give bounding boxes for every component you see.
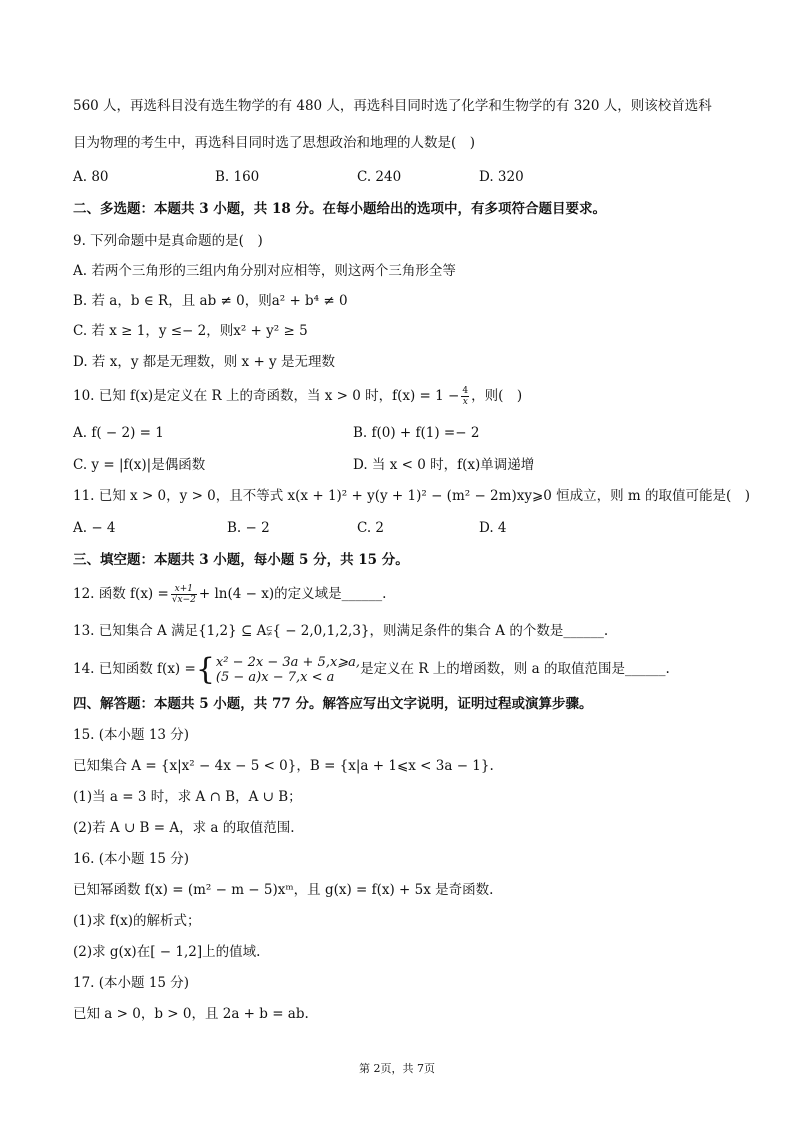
q11-stem: 11. 已知 x > 0，y > 0，且不等式 x(x + 1)² + y(y + 1)² − (m² − 2m)xy⩾0 恒成立，则 m 的取值可能是( ) xyxy=(73,488,751,504)
q16-part-2: (2)求 g(x)在[ − 1,2]上的值域. xyxy=(73,944,261,960)
q12-stem xyxy=(73,584,386,605)
q10-option-b: B. f(0) + f(1) =− 2 xyxy=(353,425,480,441)
q8-text-line-1: 560 人，再选科目没有选生物学的有 480 人，再选科目同时选了化学和生物学的有 320 人，则该校首选科 xyxy=(73,98,712,114)
q14-cases xyxy=(216,655,360,685)
q12-denominator: √x−2 xyxy=(171,595,196,605)
q8-options xyxy=(73,167,733,187)
q10-options-row-2 xyxy=(73,455,733,475)
q17-heading: 17. (本小题 15 分) xyxy=(73,975,190,991)
q11-option-a: A. − 4 xyxy=(73,520,116,536)
q8-option-c: C. 240 xyxy=(357,169,402,185)
q10-option-d: D. 当 x < 0 时，f(x)单调递增 xyxy=(353,457,535,473)
q13-stem: 13. 已知集合 A 满足{1,2} ⊆ A⫋{ − 2,0,1,2,3}，则满足条件的集合 A 的个数是______. xyxy=(73,623,609,639)
section-3-heading: 三、填空题：本题共 3 小题，每小题 5 分，共 15 分。 xyxy=(73,552,409,568)
q15-part-1: (1)当 a = 3 时，求 A ∩ B，A ∪ B； xyxy=(73,789,302,805)
q15-body: 已知集合 A = {x|x² − 4x − 5 < 0}，B = {x|a + 1⩽x < 3a − 1}. xyxy=(73,758,494,774)
section-4-heading: 四、解答题：本题共 5 小题，共 77 分。解答应写出文字说明，证明过程或演算步骤。 xyxy=(73,696,593,712)
q10-options-row-1 xyxy=(73,423,733,443)
q10-numerator: 4 xyxy=(462,386,469,396)
q16-heading: 16. (本小题 15 分) xyxy=(73,851,190,867)
q8-option-a: A. 80 xyxy=(73,169,109,185)
q16-part-1: (1)求 f(x)的解析式； xyxy=(73,913,201,929)
q11-options xyxy=(73,518,733,538)
q9-option-c: C. 若 x ≥ 1，y ≤− 2，则x² + y² ≥ 5 xyxy=(73,323,308,339)
q10-stem xyxy=(73,386,522,407)
q14-case-1: x² − 2x − 3a + 5,x⩾a, xyxy=(215,654,361,670)
q12-numerator: x+1 xyxy=(171,584,197,595)
q14-stem-text: 14. 已知函数 f(x) = xyxy=(73,661,196,677)
section-2-heading: 二、多选题：本题共 3 小题，共 18 分。在每小题给出的选项中，有多项符合题目要求。 xyxy=(73,201,606,217)
q16-body: 已知幂函数 f(x) = (m² − m − 5)xᵐ，且 g(x) = f(x) + 5x 是奇函数. xyxy=(73,882,494,898)
q9-option-b: B. 若 a，b ∈ R，且 ab ≠ 0，则a² + b⁴ ≠ 0 xyxy=(73,293,348,309)
q12-stem-text: 12. 函数 f(x) = xyxy=(73,586,169,602)
q10-option-c: C. y = |f(x)|是偶函数 xyxy=(73,457,206,473)
q12-stem-tail: + ln(4 − x)的定义域是______. xyxy=(198,586,387,602)
q10-denominator: x xyxy=(462,397,468,407)
q8-option-b: B. 160 xyxy=(215,169,260,185)
q14-case-2: (5 − a)x − 7,x < a xyxy=(215,669,335,685)
q10-fraction xyxy=(461,386,469,407)
q10-stem-text: 10. 已知 f(x)是定义在 R 上的奇函数，当 x > 0 时，f(x) = 1 − xyxy=(73,388,460,404)
q11-option-c: C. 2 xyxy=(357,520,385,536)
q12-fraction xyxy=(171,584,197,605)
q14-stem xyxy=(73,652,670,686)
q10-option-a: A. f( − 2) = 1 xyxy=(73,425,164,441)
q8-text-line-2: 目为物理的考生中，再选科目同时选了思想政治和地理的人数是( ) xyxy=(73,135,476,151)
q8-option-d: D. 320 xyxy=(479,169,524,185)
q14-stem-tail: 是定义在 R 上的增函数，则 a 的取值范围是______. xyxy=(360,661,670,677)
q10-stem-tail: ，则( ) xyxy=(471,388,523,404)
page-footer: 第 2页，共 7页 xyxy=(359,1062,435,1075)
q17-body: 已知 a > 0，b > 0，且 2a + b = ab. xyxy=(73,1006,309,1022)
q11-option-b: B. − 2 xyxy=(227,520,270,536)
q11-option-d: D. 4 xyxy=(479,520,507,536)
q15-part-2: (2)若 A ∪ B = A，求 a 的取值范围. xyxy=(73,820,295,836)
q15-heading: 15. (本小题 13 分) xyxy=(73,727,190,743)
q9-option-d: D. 若 x，y 都是无理数，则 x + y 是无理数 xyxy=(73,354,335,370)
q14-brace: { xyxy=(195,651,215,687)
q9-option-a: A. 若两个三角形的三组内角分别对应相等，则这两个三角形全等 xyxy=(73,263,456,279)
q9-stem: 9. 下列命题中是真命题的是( ) xyxy=(73,233,263,249)
